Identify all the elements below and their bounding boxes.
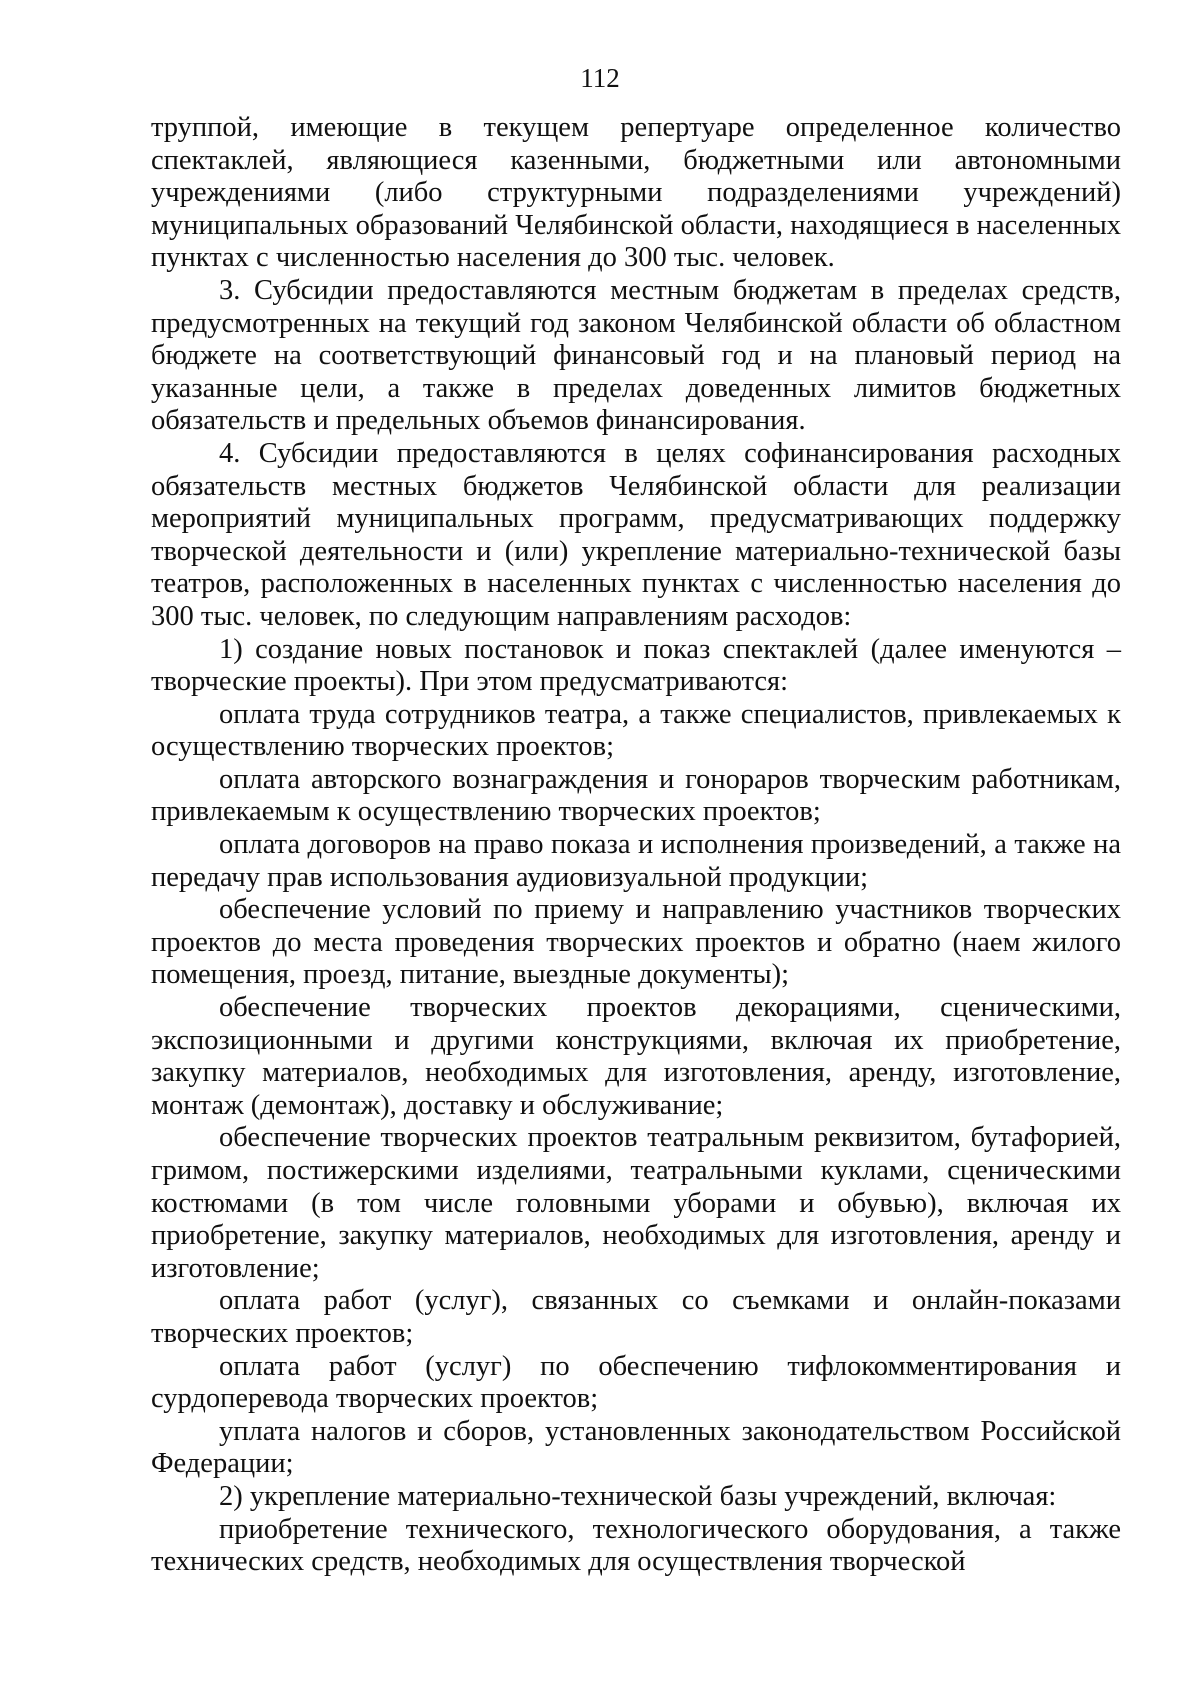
- paragraph-expense-taxes: уплата налогов и сборов, установленных законодательством Российской Федерации;: [151, 1415, 1121, 1480]
- paragraph-subitem-1: 1) создание новых постановок и показ спектаклей (далее именуются – творческие проекты). При этом предусматриваются:: [151, 633, 1121, 698]
- page-number: 112: [580, 63, 620, 93]
- paragraph-expense-staff-pay: оплата труда сотрудников театра, а также специалистов, привлекаемых к осуществлению творческих проектов;: [151, 698, 1121, 763]
- paragraph-expense-rights-contracts: оплата договоров на право показа и исполнения произведений, а также на передачу прав использования аудиовизуальной продукции;: [151, 829, 1121, 893]
- paragraph-item-4: 4. Субсидии предоставляются в целях софинансирования расходных обязательств местных бюджетов Челябинской области для реализации мероприятий муниципальных программ, предусматривающих поддержку творческой деятельности и (или) укрепление материально-технической базы театров, расположенных в населенных пунктах с численностью населения до 300 тыс. человек, по следующим направлениям расходов:: [151, 437, 1121, 632]
- document-body: [151, 112, 1121, 1579]
- paragraph-expense-filming: оплата работ (услуг), связанных со съемками и онлайн-показами творческих проектов;: [151, 1285, 1121, 1349]
- paragraph-subitem-2: 2) укрепление материально-технической базы учреждений, включая:: [219, 1480, 1057, 1512]
- paragraph-expense-props-costumes: обеспечение творческих проектов театральным реквизитом, бутафорией, гримом, постижерскими изделиями, театральными куклами, сценическими костюмами (в том числе головными уборами и обувью), включая их приобретение, закупку материалов, необходимых для изготовления, аренду и изготовление;: [151, 1122, 1121, 1284]
- paragraph-expense-author-fees: оплата авторского вознаграждения и гонораров творческим работникам, привлекаемым к осуществлению творческих проектов;: [151, 763, 1121, 828]
- paragraph-expense-participant-travel: обеспечение условий по приему и направлению участников творческих проектов до места проведения творческих проектов и обратно (наем жилого помещения, проезд, питание, выездные документы);: [151, 894, 1121, 991]
- paragraph-continuation: труппой, имеющие в текущем репертуаре определенное количество спектаклей, являющиеся казенными, бюджетными или автономными учреждениями (либо структурными подразделениями учреждений) муниципальных образований Челябинской области, находящиеся в населенных пунктах с численностью населения до 300 тыс. человек.: [151, 112, 1121, 274]
- paragraph-expense-accessibility: оплата работ (услуг) по обеспечению тифлокомментирования и сурдоперевода творческих проектов;: [151, 1350, 1121, 1415]
- paragraph-equipment-purchase: приобретение технического, технологического оборудования, а также технических средств, необходимых для осуществления творческой: [151, 1513, 1121, 1578]
- paragraph-expense-scenery: обеспечение творческих проектов декорациями, сценическими, экспозиционными и другими конструкциями, включая их приобретение, закупку материалов, необходимых для изготовления, аренду, изготовление, монтаж (демонтаж), доставку и обслуживание;: [151, 992, 1121, 1121]
- paragraph-item-3: 3. Субсидии предоставляются местным бюджетам в пределах средств, предусмотренных на текущий год законом Челябинской области об областном бюджете на соответствующий финансовый год и на плановый период на указанные цели, а также в пределах доведенных лимитов бюджетных обязательств и предельных объемов финансирования.: [151, 274, 1121, 437]
